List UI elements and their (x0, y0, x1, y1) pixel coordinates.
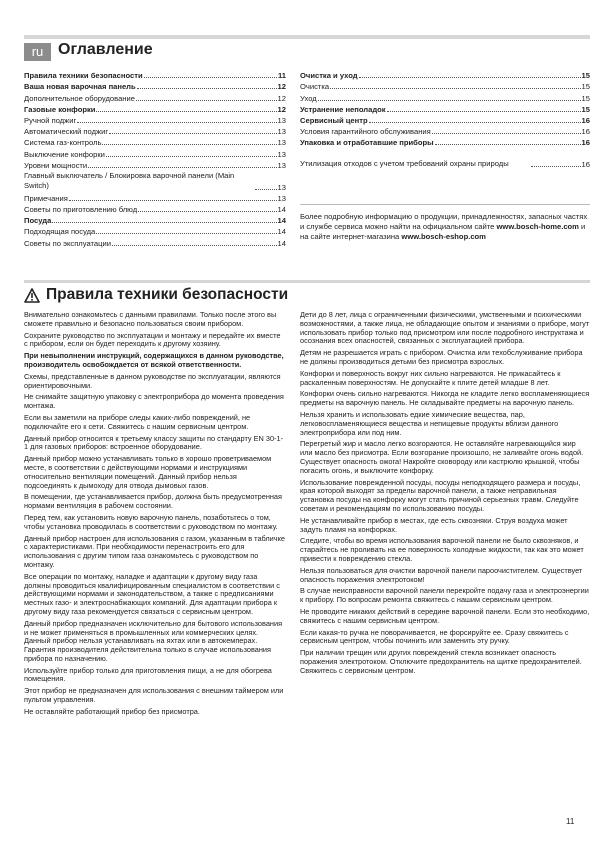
toc-dot-leader (369, 122, 581, 123)
toc-dot-leader (359, 77, 581, 78)
toc-entry[interactable] (24, 103, 286, 114)
toc-entry-page: 13 (277, 182, 286, 192)
toc-entry[interactable] (24, 80, 286, 91)
safety-paragraph: При наличии трещин или других повреждений стекла возникает опасность поражения электротоком. Отключите предохранитель на щитке предохранителей. Свяжитесь с сервисным центром. (300, 648, 582, 675)
toc-entry-page: 14 (277, 238, 286, 248)
toc-entry-title: Ваша новая варочная панель (24, 82, 136, 92)
info-text-1: Более подробную информацию о продукции, принадлежностях, запасных частях и службе сервиса можно найти на официальном сайте (300, 212, 588, 231)
section-rule (24, 280, 590, 283)
safety-paragraph: Внимательно ознакомьтесь с данными правилами. Только после этого вы сможете правильно и безопасно пользоваться своим прибором. (24, 310, 277, 328)
toc-dot-leader (318, 100, 581, 101)
safety-paragraph: Не оставляйте работающий прибор без присмотра. (24, 706, 200, 716)
toc-dot-leader (96, 111, 276, 112)
safety-paragraph: Не устанавливайте прибор в местах, где есть сквозняки. Струя воздуха может задуть пламя на конфорках. (300, 515, 568, 534)
toc-entry-title: Система газ-контроль (24, 138, 102, 148)
toc-entry-title: Условия гарантийного обслуживания (300, 127, 431, 137)
safety-paragraph: В помещении, где устанавливается прибор, должна быть предусмотренная нормами вентиляция в рабочем состоянии. (24, 492, 282, 511)
toc-entry-page: 15 (581, 93, 590, 103)
toc-entry-page: 13 (277, 160, 286, 170)
toc-entry[interactable] (24, 147, 286, 158)
toc-entry-page: 15 (581, 104, 590, 114)
safety-paragraph: В случае неисправности варочной панели перекройте подачу газа и электроэнергии к прибору. По вопросам ремонта свяжитесь с нашим сервисным центром. (300, 586, 589, 605)
info-block (300, 204, 590, 242)
toc-entry-page: 13 (277, 149, 286, 159)
toc-entry-page: 15 (581, 71, 590, 81)
toc-entry[interactable] (300, 69, 590, 80)
toc-entry-title: Советы по приготовлению блюд (24, 205, 138, 215)
section-title: Правила техники безопасности (46, 286, 289, 303)
toc-entry-title: Упаковка и отработавшие приборы (300, 138, 434, 148)
toc-dot-leader (435, 144, 581, 145)
toc-entry-title: Газовые конфорки (24, 104, 96, 114)
toc-entry[interactable] (300, 147, 590, 169)
safety-paragraph: Все операции по монтажу, наладке и адаптации к другому виду газа должны проводиться квалифицированным специалистом в соответствии с действующими нормами и законодательством, а также с предписаниями местных газо- и электроснабжающих компаний. Для адаптации прибора к другому виду газа рекомендуется связаться с сервисным центром. (24, 571, 280, 616)
toc-dot-leader (69, 200, 277, 201)
toc-entry-title: Ручной поджиг (24, 115, 77, 125)
toc-entry-page: 13 (277, 127, 286, 137)
toc-dot-leader (112, 245, 277, 246)
toc-entry-title: Очистка и уход (300, 71, 358, 81)
warning-icon (24, 288, 40, 303)
toc-entry-page: 13 (277, 193, 286, 203)
toc-entry[interactable] (24, 159, 286, 170)
toc-entry-title: Автоматический поджиг (24, 127, 109, 137)
toc-dot-leader (109, 133, 276, 134)
info-text-2: и на сайте интернет-магазина (300, 222, 586, 241)
toc-entry-title: Подходящая посуда (24, 227, 96, 237)
toc-entry-page: 14 (277, 216, 286, 226)
toc-entry-page: 13 (277, 138, 286, 148)
toc-entry-page: 11 (277, 71, 286, 81)
info-site-2[interactable]: www.bosch-eshop.com (401, 232, 486, 241)
toc-entry-title: Правила техники безопасности (24, 71, 143, 81)
safety-paragraph: Конфорки очень сильно нагреваются. Никогда не кладите легко воспламеняющиеся предметы на варочную панель. Не складывайте предметы на варочную панель. (300, 389, 590, 408)
toc-entry-title: Уход (300, 93, 317, 103)
toc-entry-page: 14 (277, 227, 286, 237)
toc-dot-leader (102, 144, 276, 145)
toc-title: Оглавление (58, 41, 153, 58)
toc-dot-leader (106, 156, 277, 157)
toc-dot-leader (88, 167, 276, 168)
toc-dot-leader (77, 122, 276, 123)
toc-entry[interactable] (300, 125, 590, 136)
toc-entry[interactable] (300, 91, 590, 102)
toc-entry-title: Выключение конфорки (24, 149, 105, 159)
toc-dot-leader (96, 233, 276, 234)
toc-entry[interactable] (300, 80, 590, 91)
toc-entry-page: 12 (277, 82, 286, 92)
toc-entry[interactable] (24, 136, 286, 147)
toc-entry-title: Примечания (24, 193, 68, 203)
toc-entry-page: 12 (277, 104, 286, 114)
toc-dot-leader (52, 222, 276, 223)
toc-entry-page: 16 (581, 115, 590, 125)
safety-paragraph: Перегретый жир и масло легко возгораются. Не оставляйте нагревающийся жир или масло без присмотра. Если возгорание произошло, не заливайте огонь водой. Существует опасность ожога! Накройте сковороду или кастрюлю крышкой, чтобы погасить огонь, и выключите конфорку. (300, 439, 584, 475)
toc-entry[interactable] (24, 236, 286, 247)
toc-entry-title: Посуда (24, 216, 52, 226)
toc-dot-leader (255, 189, 277, 190)
toc-entry[interactable] (24, 203, 286, 214)
safety-paragraph: Данный прибор относится к третьему классу защиты по стандарту EN 30-1-1 для газовых приборов: встроенное оборудование. (24, 433, 284, 452)
toc-entry[interactable] (24, 225, 286, 236)
toc-entry[interactable] (24, 114, 286, 125)
info-site-1[interactable]: www.bosch-home.com (496, 222, 579, 231)
safety-paragraph: Нельзя хранить и использовать едкие химические вещества, пар, легковоспламеняющиеся вещества и непищевые продукты вблизи данного электроприбора или под ним. (300, 409, 559, 437)
toc-dot-leader (330, 88, 580, 89)
safety-paragraph: Этот прибор не предназначен для использования с внешним таймером или пультом управления. (24, 686, 284, 705)
toc-dot-leader (136, 100, 277, 101)
toc-entry-title: Сервисный центр (300, 115, 368, 125)
toc-entry-page: 16 (581, 160, 590, 170)
toc-entry-page: 14 (277, 205, 286, 215)
toc-entry-title: Советы по эксплуатации (24, 238, 111, 248)
toc-entry[interactable] (24, 69, 286, 80)
safety-paragraph: Перед тем, как установить новую варочную панель, позаботьтесь о том, чтобы установка проводилась в соответствии с руководством по монтажу. (24, 512, 278, 531)
safety-paragraph: Используйте прибор только для приготовления пищи, а не для обогрева помещения. (24, 665, 272, 684)
toc-entry-title: Очистка (300, 82, 330, 92)
toc-entry-page: 16 (581, 127, 590, 137)
toc-entry-title: Главный выключатель / Блокировка варочной панели (Main Switch) (24, 170, 235, 191)
safety-paragraph: Детям не разрешается играть с прибором. Очистка или техобслуживание прибора не должны производиться детьми без присмотра взрослых. (300, 348, 583, 366)
safety-paragraph: Если вы заметили на приборе следы каких-либо повреждений, не подключайте его к сети. Свяжитесь с нашим сервисным центром. (24, 412, 251, 431)
toc-entry-page: 15 (581, 82, 590, 92)
toc-dot-leader (138, 211, 276, 212)
section-heading (24, 286, 288, 304)
safety-paragraph: При невыполнении инструкций, содержащихся в данном руководстве, производитель освобождается от всякой ответственности. (24, 351, 284, 369)
toc-entry-title: Уровни мощности (24, 160, 88, 170)
toc-dot-leader (432, 133, 581, 134)
safety-right-column (300, 311, 590, 678)
toc-dot-leader (387, 111, 581, 112)
safety-paragraph: Данный прибор настроен для использования с газом, указанным в табличке с характеристиками. При необходимости перенастроить его для использования с другим типом газа ознакомьтесь с руководством по монтажу. (24, 533, 285, 569)
toc-entry[interactable] (300, 136, 590, 147)
page-number: 11 (566, 817, 575, 826)
safety-paragraph: Схемы, представленные в данном руководстве по эксплуатации, являются ориентировочными. (24, 371, 281, 390)
toc-entry[interactable] (300, 103, 590, 114)
toc-entry[interactable] (300, 114, 590, 125)
toc-entry[interactable] (24, 214, 286, 225)
safety-paragraph: Конфорки и поверхность вокруг них сильно нагреваются. Не прикасайтесь к раскаленным поверхностям. Не допускайте к плите детей младше 8 лет. (300, 368, 561, 387)
toc-entry[interactable] (24, 125, 286, 136)
safety-paragraph: Не проводите никаких действий в середине варочной панели. Если это необходимо, свяжитесь с нашим сервисным центром. (300, 606, 590, 625)
toc-entry[interactable] (24, 91, 286, 102)
safety-paragraph: Использование поврежденной посуды, посуды неподходящего размера и посуды, края которой выходят за пределы варочной панели, а также неправильная установка посуды на конфорку могут стать причиной серьезных травм. Следуйте советам и рекомендациям по использованию посуды. (300, 477, 581, 513)
toc-dot-leader (531, 166, 581, 167)
safety-paragraph: Нельзя пользоваться для очистки варочной панели пароочистителем. Существует опасность поражения электротоком! (300, 565, 583, 584)
toc-right-column (300, 69, 590, 169)
safety-paragraph: Сохраните руководство по эксплуатации и монтажу и передайте их вместе с прибором, если он будет переходить к другому хозяину. (24, 330, 281, 349)
safety-paragraph: Данный прибор можно устанавливать только в хорошо проветриваемом месте, в соответствии с действующими нормами и инструкциями относительно вентиляции помещений. Данный прибор нельзя подсоединять к дымоходу для отвода дымовых газов. (24, 454, 272, 490)
safety-paragraph: Следите, чтобы во время использования варочной панели не было сквозняков, и старайтесь не проливать на ее поверхность холодные жидкости, так как это может привести к повреждению стекла. (300, 536, 584, 563)
toc-entry-page: 16 (581, 138, 590, 148)
header-rule (24, 35, 590, 39)
safety-left-column (24, 311, 286, 720)
toc-entry[interactable] (24, 170, 286, 192)
safety-paragraph: Если какая-то ручка не поворачивается, не форсируйте ее. Сразу свяжитесь с сервисным центром, чтобы починить или заменить эту ручку. (300, 627, 569, 646)
toc-dot-leader (137, 88, 277, 89)
toc-entry-title: Дополнительное оборудование (24, 93, 135, 103)
safety-paragraph: Не снимайте защитную упаковку с электроприбора до момента проведения монтажа. (24, 392, 284, 411)
safety-paragraph: Дети до 8 лет, лица с ограниченными физическими, умственными и психическими возможностями, а также лица, не обладающие опытом и знаниями о приборе, могут использовать прибор только под присмотром или после подробного инструктажа и осознания всех опасностей, связанных с эксплуатацией прибора. (300, 310, 590, 346)
toc-dot-leader (144, 77, 277, 78)
toc-left-column (24, 69, 286, 248)
toc-entry-page: 12 (277, 93, 286, 103)
toc-entry-page: 13 (277, 115, 286, 125)
safety-paragraph: Данный прибор предназначен исключительно для бытового использования и не может применяться в промышленных или коммерческих целях. Данный прибор нельзя устанавливать на яхтах или в автокемперах. Гарантия производителя действительна только в случае использования прибора по назначению. (24, 618, 283, 663)
toc-entry[interactable] (24, 192, 286, 203)
toc-entry-title: Устранение неполадок (300, 104, 386, 114)
toc-entry-title: Утилизация отходов с учетом требований охраны природы (300, 158, 509, 168)
language-badge: ru (24, 43, 51, 61)
